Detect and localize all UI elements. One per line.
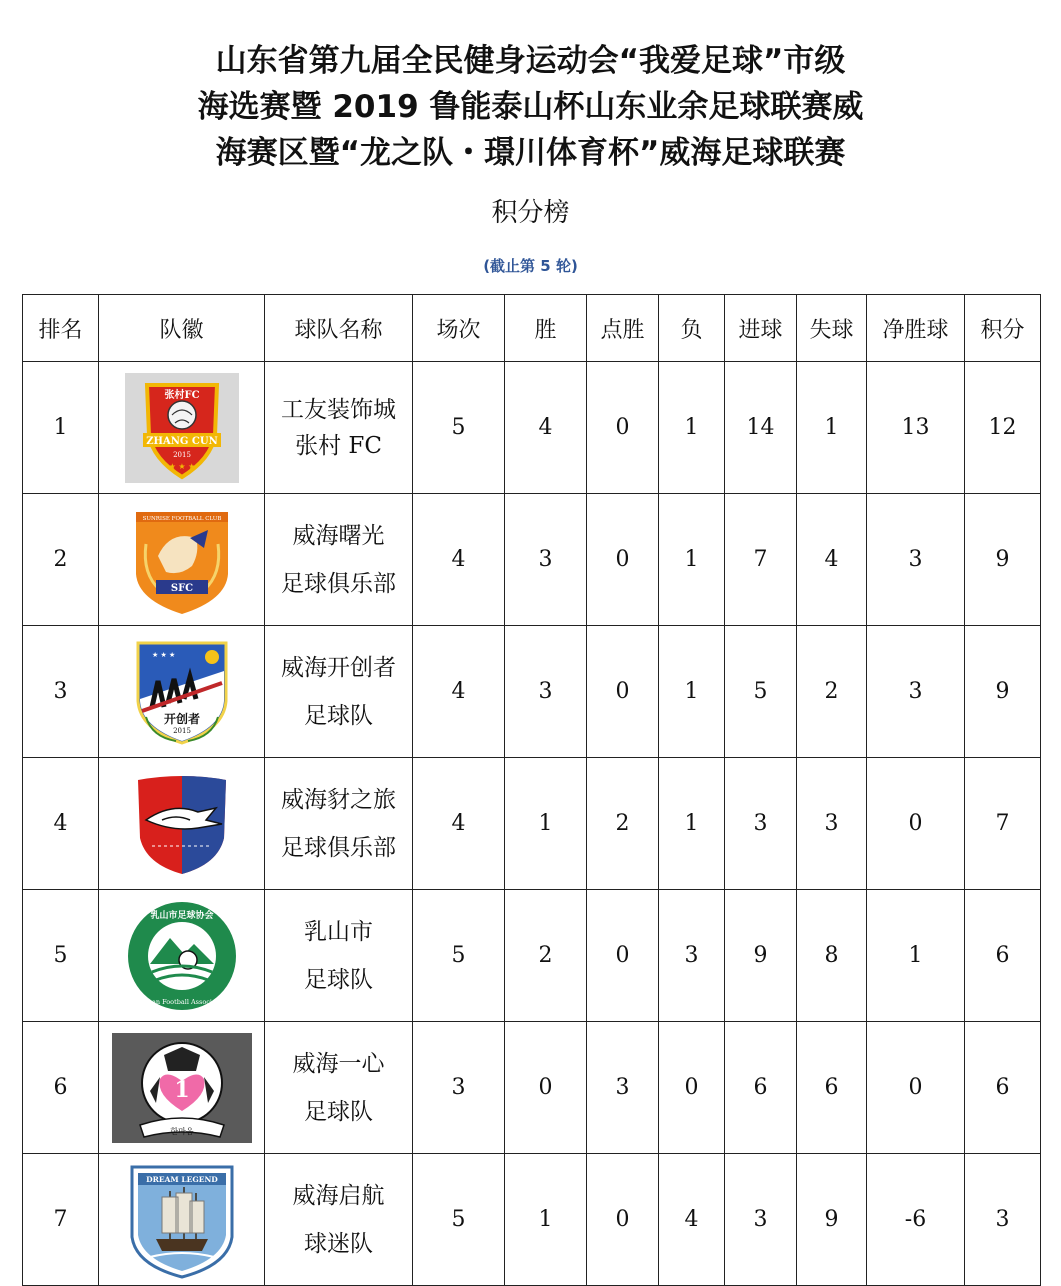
badge-cell xyxy=(99,758,265,890)
svg-text:2015: 2015 xyxy=(172,726,191,735)
svg-text:2015: 2015 xyxy=(172,450,191,459)
team-name-line-1: 威海一心 xyxy=(292,1050,385,1077)
header-goals-for: 进球 xyxy=(725,295,797,362)
played-cell: 3 xyxy=(413,1022,505,1154)
rank-cell: 3 xyxy=(23,626,99,758)
points-cell: 9 xyxy=(965,626,1041,758)
goal-difference-cell: 1 xyxy=(867,890,965,1022)
win-cell: 3 xyxy=(505,494,587,626)
penalty-win-cell: 0 xyxy=(587,362,659,494)
header-played: 场次 xyxy=(413,295,505,362)
win-cell: 4 xyxy=(505,362,587,494)
svg-text:Rushan Football Association: Rushan Football Association xyxy=(134,997,229,1006)
table-row xyxy=(23,626,1041,758)
points-cell: 9 xyxy=(965,494,1041,626)
team-name-cell xyxy=(265,1154,413,1286)
rushan-association-badge xyxy=(126,900,238,1012)
table-row xyxy=(23,362,1041,494)
win-cell: 1 xyxy=(505,758,587,890)
team-name-line-2: 球迷队 xyxy=(304,1230,373,1257)
badge-cell xyxy=(99,626,265,758)
team-name-line-1: 威海启航 xyxy=(292,1182,385,1209)
team-name-cell xyxy=(265,890,413,1022)
team-name-cell xyxy=(265,626,413,758)
standings-table xyxy=(22,294,1041,1286)
badge-cell xyxy=(99,362,265,494)
table-row xyxy=(23,758,1041,890)
goals-against-cell: 1 xyxy=(797,362,867,494)
header-goal-difference: 净胜球 xyxy=(867,295,965,362)
sunrise-fc-badge xyxy=(130,504,234,616)
badge-cell xyxy=(99,494,265,626)
loss-cell: 1 xyxy=(659,758,725,890)
played-cell: 5 xyxy=(413,890,505,1022)
goals-against-cell: 6 xyxy=(797,1022,867,1154)
goal-difference-cell: 13 xyxy=(867,362,965,494)
win-cell: 0 xyxy=(505,1022,587,1154)
kaichuangzhe-badge xyxy=(132,637,232,747)
title-line-3: 海赛区暨“龙之队・璟川体育杯”威海足球联赛 xyxy=(215,135,846,171)
zhangcun-fc-badge xyxy=(125,373,239,483)
goals-for-cell: 3 xyxy=(725,1154,797,1286)
badge-cell xyxy=(99,1154,265,1286)
team-name-line-2: 足球俱乐部 xyxy=(281,834,396,861)
penalty-win-cell: 2 xyxy=(587,758,659,890)
rank-cell: 5 xyxy=(23,890,99,1022)
goal-difference-cell: 0 xyxy=(867,758,965,890)
loss-cell: 1 xyxy=(659,626,725,758)
penalty-win-cell: 0 xyxy=(587,890,659,1022)
svg-text:★ ★ ★: ★ ★ ★ xyxy=(151,650,175,659)
svg-text:DREAM LEGEND: DREAM LEGEND xyxy=(145,1174,218,1184)
points-cell: 7 xyxy=(965,758,1041,890)
rank-cell: 4 xyxy=(23,758,99,890)
goal-difference-cell: 0 xyxy=(867,1022,965,1154)
team-name-cell xyxy=(265,362,413,494)
dream-legend-badge xyxy=(126,1161,238,1279)
goals-for-cell: 6 xyxy=(725,1022,797,1154)
penalty-win-cell: 3 xyxy=(587,1022,659,1154)
team-name-line-1: 威海豺之旅 xyxy=(281,786,396,813)
loss-cell: 1 xyxy=(659,362,725,494)
played-cell: 5 xyxy=(413,1154,505,1286)
loss-cell: 1 xyxy=(659,494,725,626)
penalty-win-cell: 0 xyxy=(587,1154,659,1286)
header-team-name: 球队名称 xyxy=(265,295,413,362)
points-cell: 6 xyxy=(965,1022,1041,1154)
table-row xyxy=(23,890,1041,1022)
goals-for-cell: 7 xyxy=(725,494,797,626)
svg-text:★ ★ ★: ★ ★ ★ xyxy=(168,461,195,471)
header-penalty-win: 点胜 xyxy=(587,295,659,362)
badge-cell xyxy=(99,1022,265,1154)
team-name-cell xyxy=(265,1022,413,1154)
header-win: 胜 xyxy=(505,295,587,362)
points-cell: 3 xyxy=(965,1154,1041,1286)
played-cell: 5 xyxy=(413,362,505,494)
table-row xyxy=(23,1154,1041,1286)
team-name-line-2: 足球队 xyxy=(304,966,373,993)
team-name-line-1: 威海曙光 xyxy=(292,522,385,549)
header-row xyxy=(23,295,1041,362)
round-note: (截止第 5 轮) xyxy=(483,257,578,275)
header-goals-against: 失球 xyxy=(797,295,867,362)
svg-text:SUNRISE FOOTBALL CLUB: SUNRISE FOOTBALL CLUB xyxy=(142,515,221,522)
goals-against-cell: 9 xyxy=(797,1154,867,1286)
goal-difference-cell: -6 xyxy=(867,1154,965,1286)
goal-difference-cell: 3 xyxy=(867,626,965,758)
win-cell: 2 xyxy=(505,890,587,1022)
table-row xyxy=(23,494,1041,626)
loss-cell: 0 xyxy=(659,1022,725,1154)
caizhilv-badge xyxy=(132,772,232,876)
goals-for-cell: 5 xyxy=(725,626,797,758)
penalty-win-cell: 0 xyxy=(587,626,659,758)
goals-for-cell: 3 xyxy=(725,758,797,890)
team-name-line-1: 威海开创者 xyxy=(281,654,396,681)
team-name-line-1: 乳山市 xyxy=(304,918,373,945)
svg-text:SFC: SFC xyxy=(170,582,193,594)
goals-against-cell: 8 xyxy=(797,890,867,1022)
goals-against-cell: 3 xyxy=(797,758,867,890)
badge-cell xyxy=(99,890,265,1022)
win-cell: 1 xyxy=(505,1154,587,1286)
rank-cell: 1 xyxy=(23,362,99,494)
points-cell: 12 xyxy=(965,362,1041,494)
goal-difference-cell: 3 xyxy=(867,494,965,626)
loss-cell: 4 xyxy=(659,1154,725,1286)
played-cell: 4 xyxy=(413,494,505,626)
played-cell: 4 xyxy=(413,626,505,758)
rank-cell: 7 xyxy=(23,1154,99,1286)
yixin-badge xyxy=(112,1033,252,1143)
header-loss: 负 xyxy=(659,295,725,362)
header-badge: 队徽 xyxy=(99,295,265,362)
page-title xyxy=(0,38,1061,176)
title-line-2: 海选赛暨 2019 鲁能泰山杯山东业余足球联赛威 xyxy=(197,89,864,125)
header-points: 积分 xyxy=(965,295,1041,362)
svg-text:开创者: 开创者 xyxy=(163,711,200,726)
header-rank: 排名 xyxy=(23,295,99,362)
standings-subtitle: 积分榜 xyxy=(491,198,570,228)
title-line-1: 山东省第九届全民健身运动会“我爱足球”市级 xyxy=(215,43,846,79)
rank-cell: 6 xyxy=(23,1022,99,1154)
team-name-cell xyxy=(265,494,413,626)
played-cell: 4 xyxy=(413,758,505,890)
team-name-line-2: 足球俱乐部 xyxy=(281,570,396,597)
win-cell: 3 xyxy=(505,626,587,758)
team-name-line-2: 张村 FC xyxy=(295,432,382,459)
rank-cell: 2 xyxy=(23,494,99,626)
team-name-line-1: 工友装饰城 xyxy=(281,396,396,423)
svg-text:ZHANG CUN: ZHANG CUN xyxy=(145,435,218,447)
penalty-win-cell: 0 xyxy=(587,494,659,626)
team-name-line-2: 足球队 xyxy=(304,1098,373,1125)
goals-for-cell: 9 xyxy=(725,890,797,1022)
goals-for-cell: 14 xyxy=(725,362,797,494)
svg-text:1: 1 xyxy=(173,1076,190,1103)
goals-against-cell: 2 xyxy=(797,626,867,758)
goals-against-cell: 4 xyxy=(797,494,867,626)
team-name-line-2: 足球队 xyxy=(304,702,373,729)
loss-cell: 3 xyxy=(659,890,725,1022)
team-name-cell xyxy=(265,758,413,890)
svg-text:张村FC: 张村FC xyxy=(163,389,200,401)
table-row xyxy=(23,1022,1041,1154)
svg-text:乳山市足球协会: 乳山市足球协会 xyxy=(149,910,214,921)
points-cell: 6 xyxy=(965,890,1041,1022)
svg-text:한마음: 한마음 xyxy=(169,1126,194,1136)
